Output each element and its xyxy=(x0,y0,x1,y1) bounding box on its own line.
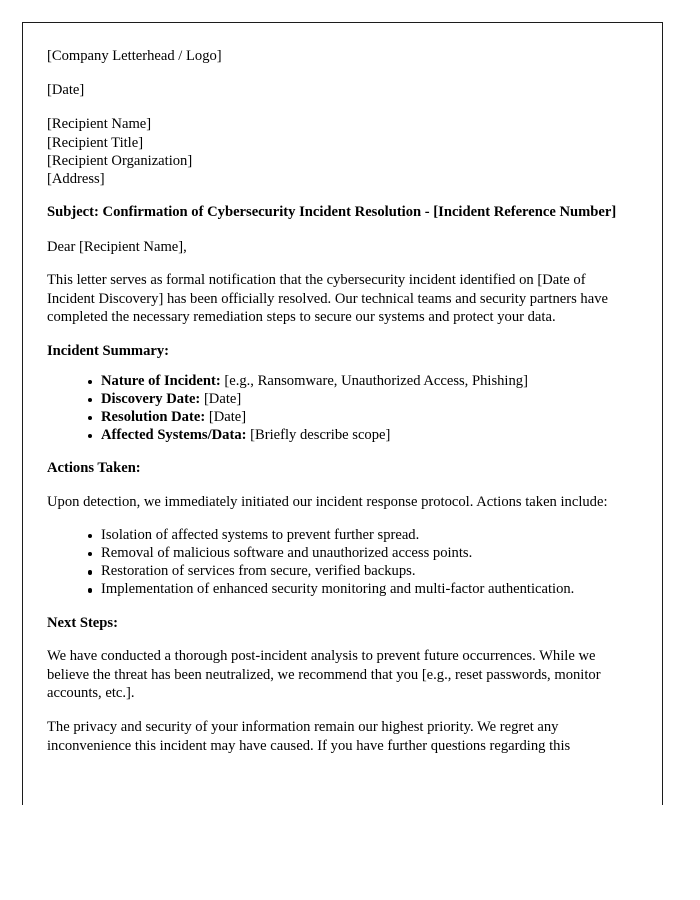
spacer xyxy=(47,478,632,493)
incident-summary-list xyxy=(47,372,632,444)
incident-summary-label: Nature of Incident: xyxy=(101,372,221,389)
spacer xyxy=(47,511,632,526)
incident-summary-label: Discovery Date: xyxy=(101,390,201,407)
opening-paragraph: This letter serves as formal notification that the cybersecurity incident identified on [Date of Incident Discovery] has been officially resolved. Our technical teams and security partners have completed the necessary remediation steps to secure our systems and protect your data. xyxy=(47,272,608,326)
list-item xyxy=(88,372,632,390)
spacer xyxy=(47,361,632,372)
recipient-name: [Recipient Name] xyxy=(47,116,152,133)
salutation: Dear [Recipient Name], xyxy=(47,238,187,255)
incident-summary-label: Affected Systems/Data: xyxy=(101,426,247,443)
closing-paragraph: The privacy and security of your information remain our highest priority. We regret any inconvenience this incident may have caused. If you have further questions regarding this xyxy=(47,718,571,754)
spacer xyxy=(47,223,632,238)
list-item xyxy=(88,390,632,408)
recipient-title: [Recipient Title] xyxy=(47,134,144,151)
incident-summary-value: [Date] xyxy=(208,408,247,425)
list-item: Isolation of affected systems to prevent further spread. xyxy=(88,526,632,544)
actions-taken-list xyxy=(47,526,632,598)
recipient-address: [Address] xyxy=(47,171,105,188)
next-steps-heading: Next Steps: xyxy=(47,614,118,631)
document-page xyxy=(22,22,663,805)
list-item: Restoration of services from secure, verified backups. xyxy=(88,562,632,580)
spacer xyxy=(47,65,632,81)
letterhead-placeholder: [Company Letterhead / Logo] xyxy=(47,48,222,64)
subject-line: Subject: Confirmation of Cybersecurity Incident Resolution - [Incident Reference Number] xyxy=(47,204,617,221)
recipient-address-block xyxy=(47,115,632,188)
actions-taken-heading: Actions Taken: xyxy=(47,459,141,476)
actions-taken-intro: Upon detection, we immediately initiated our incident response protocol. Actions taken include: xyxy=(47,493,608,510)
recipient-organization: [Recipient Organization] xyxy=(47,152,193,169)
incident-summary-label: Resolution Date: xyxy=(101,408,206,425)
spacer xyxy=(47,99,632,115)
spacer xyxy=(47,599,632,614)
list-item: Removal of malicious software and unauthorized access points. xyxy=(88,544,632,562)
list-item xyxy=(88,408,632,426)
list-item xyxy=(88,426,632,444)
spacer xyxy=(47,256,632,271)
incident-summary-heading: Incident Summary: xyxy=(47,343,170,359)
next-steps-paragraph: We have conducted a thorough post-incident analysis to prevent future occurrences. While we believe the threat has been neutralized, we recommend that you [e.g., reset passwords, monitor accounts, etc.]. xyxy=(47,648,601,702)
spacer xyxy=(47,444,632,459)
incident-summary-value: [Briefly describe scope] xyxy=(250,426,391,443)
incident-summary-value: [Date] xyxy=(203,390,242,407)
spacer xyxy=(47,327,632,342)
letter-content xyxy=(47,47,632,755)
list-item: Implementation of enhanced security monitoring and multi-factor authentication. xyxy=(88,580,632,598)
spacer xyxy=(47,188,632,203)
spacer xyxy=(47,703,632,718)
date-placeholder: [Date] xyxy=(47,82,85,99)
incident-summary-value: [e.g., Ransomware, Unauthorized Access, Phishing] xyxy=(224,372,528,389)
spacer xyxy=(47,632,632,647)
